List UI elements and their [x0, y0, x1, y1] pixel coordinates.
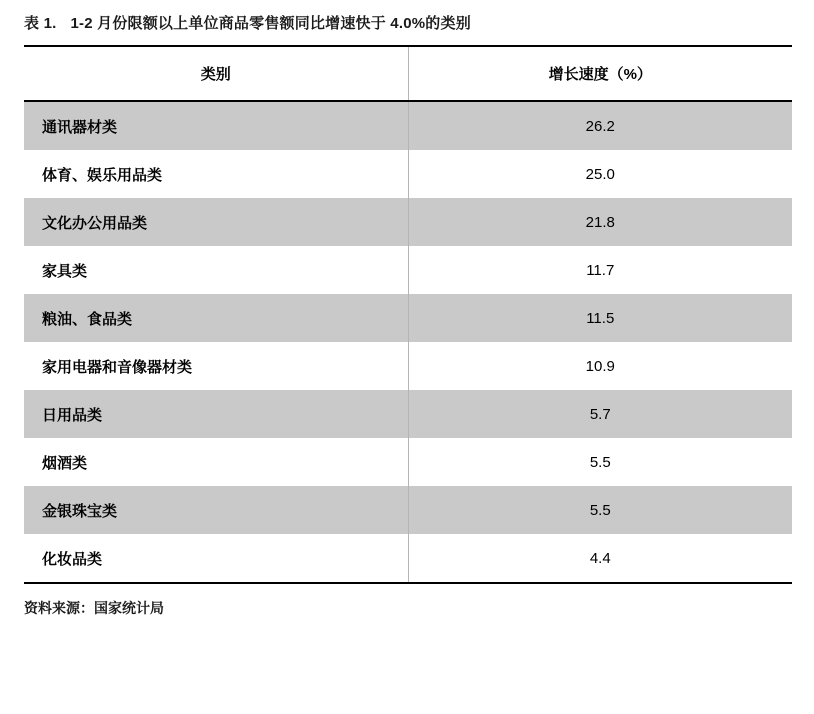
cell-value: 26.2: [408, 101, 792, 150]
cell-category: 家具类: [24, 246, 408, 294]
table-header-row: [24, 46, 792, 101]
table-row: [24, 150, 792, 198]
cell-category: 通讯器材类: [24, 101, 408, 150]
cell-value: 5.5: [408, 486, 792, 534]
column-header-growth-rate: 增长速度（%）: [408, 46, 792, 101]
cell-value: 10.9: [408, 342, 792, 390]
column-header-category: 类别: [24, 46, 408, 101]
table-header: [24, 46, 792, 101]
table-row: [24, 101, 792, 150]
cell-category: 日用品类: [24, 390, 408, 438]
cell-value: 11.5: [408, 294, 792, 342]
cell-value: 5.5: [408, 438, 792, 486]
cell-value: 11.7: [408, 246, 792, 294]
table-row: [24, 438, 792, 486]
table-row: [24, 246, 792, 294]
cell-category: 家用电器和音像器材类: [24, 342, 408, 390]
cell-value: 21.8: [408, 198, 792, 246]
cell-category: 化妆品类: [24, 534, 408, 583]
cell-value: 5.7: [408, 390, 792, 438]
table-row: [24, 198, 792, 246]
table-body: [24, 101, 792, 583]
cell-value: 4.4: [408, 534, 792, 583]
table-caption-number: 表 1.: [24, 15, 57, 32]
table-caption-text: 1-2 月份限额以上单位商品零售额同比增速快于 4.0%的类别: [70, 15, 471, 32]
table-caption: [24, 0, 790, 45]
table-row: [24, 534, 792, 583]
table-row: [24, 390, 792, 438]
cell-category: 烟酒类: [24, 438, 408, 486]
source-note: 资料来源：国家统计局: [24, 600, 164, 616]
table-row: [24, 486, 792, 534]
cell-category: 金银珠宝类: [24, 486, 408, 534]
table-row: [24, 342, 792, 390]
retail-growth-table: [24, 45, 792, 584]
cell-category: 文化办公用品类: [24, 198, 408, 246]
cell-value: 25.0: [408, 150, 792, 198]
cell-category: 粮油、食品类: [24, 294, 408, 342]
cell-category: 体育、娱乐用品类: [24, 150, 408, 198]
table-row: [24, 294, 792, 342]
